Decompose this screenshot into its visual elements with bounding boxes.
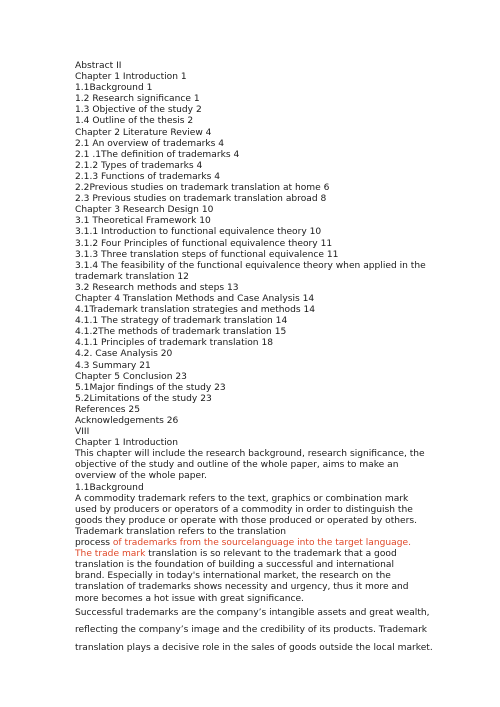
toc-entry: 2.2Previous studies on trademark translation at home 6 xyxy=(75,183,330,194)
toc-entry: 3.2 Research methods and steps 13 xyxy=(75,282,239,293)
toc-entry: 1.1Background 1 xyxy=(75,83,153,94)
body-line: translation plays a decisive role in the sales of goods outside the local market. xyxy=(75,642,433,653)
body-text: process xyxy=(75,538,113,549)
chapter-heading: Chapter 1 Introduction xyxy=(75,438,178,449)
body-line: Successful trademarks are the company’s intangible assets and great wealth, xyxy=(75,607,430,618)
intro-paragraph: This chapter will include the research background, research significance, the objective of the study and outline of the whole paper, aims to make an overview of the whole paper. xyxy=(75,449,425,482)
toc-entry: 3.1.1 Introduction to functional equivalence theory 10 xyxy=(75,227,322,238)
toc-entry: 4.3 Summary 21 xyxy=(75,360,151,371)
toc-entry: 4.1.2The methods of trademark translation 15 xyxy=(75,327,287,338)
toc-entry: 2.1.3 Functions of trademarks 4 xyxy=(75,171,221,182)
toc-entry: 1.2 Research significance 1 xyxy=(75,94,200,105)
toc-entry: VIII xyxy=(75,427,90,438)
body-paragraph: A commodity trademark refers to the text, graphics or combination mark used by producers or operators of a commodity in order to distinguish the goods they produce or operate with those produced or operated by others. Trademark translation refers to the translation xyxy=(75,493,418,537)
toc-entry: 1.3 Objective of the study 2 xyxy=(75,105,202,116)
toc-entry: 5.1Major findings of the study 23 xyxy=(75,382,226,393)
table-of-contents xyxy=(75,61,425,438)
highlighted-text: of trademarks from the sourcelanguage into the target language. The trade mark xyxy=(75,538,411,560)
toc-entry: References 25 xyxy=(75,404,140,415)
toc-entry: 3.1.4 The feasibility of the functional equivalence theory when applied in the xyxy=(75,260,426,271)
toc-entry: Chapter 1 Introduction 1 xyxy=(75,72,187,83)
toc-entry: Acknowledgements 26 xyxy=(75,416,179,426)
section-heading: 1.1Background xyxy=(75,482,144,493)
toc-entry: 5.2Limitations of the study 23 xyxy=(75,393,212,404)
body-text: translation is so relevant to the trademark that a good translation is the foundation of building a successful and international brand. Especially in today's international market, the research on the translation of trademarks shows necessity and urgency, thus it more and more becomes a hot issue with great significance. xyxy=(75,549,409,604)
toc-entry: 4.1.1 Principles of trademark translation 18 xyxy=(75,338,274,349)
toc-entry: Chapter 4 Translation Methods and Case Analysis 14 xyxy=(75,293,315,304)
toc-entry: 4.1Trademark translation strategies and methods 14 xyxy=(75,305,316,316)
toc-entry: 2.1 .1The definition of trademarks 4 xyxy=(75,149,240,160)
toc-entry: Chapter 2 Literature Review 4 xyxy=(75,127,212,138)
toc-entry: Chapter 3 Research Design 10 xyxy=(75,205,214,216)
document-content xyxy=(75,61,433,655)
toc-entry: trademark translation 12 xyxy=(75,271,189,282)
body-line: reflecting the company’s image and the credibility of its products. Trademark xyxy=(75,625,428,636)
toc-entry: 3.1.2 Four Principles of functional equivalence theory 11 xyxy=(75,238,333,249)
toc-entry: 2.1.2 Types of trademarks 4 xyxy=(75,160,203,171)
toc-entry: 3.1 Theoretical Framework 10 xyxy=(75,216,211,227)
toc-entry: 4.2. Case Analysis 20 xyxy=(75,349,173,360)
toc-entry: Chapter 5 Conclusion 23 xyxy=(75,371,187,382)
toc-entry: Abstract II xyxy=(75,61,122,71)
toc-entry: 2.3 Previous studies on trademark translation abroad 8 xyxy=(75,194,327,205)
toc-entry: 1.4 Outline of the thesis 2 xyxy=(75,116,194,127)
toc-entry: 3.1.3 Three translation steps of functional equivalence 11 xyxy=(75,249,339,260)
toc-entry: 2.1 An overview of trademarks 4 xyxy=(75,138,225,149)
body-paragraph xyxy=(75,538,425,605)
toc-entry: 4.1.1 The strategy of trademark translation 14 xyxy=(75,316,288,327)
